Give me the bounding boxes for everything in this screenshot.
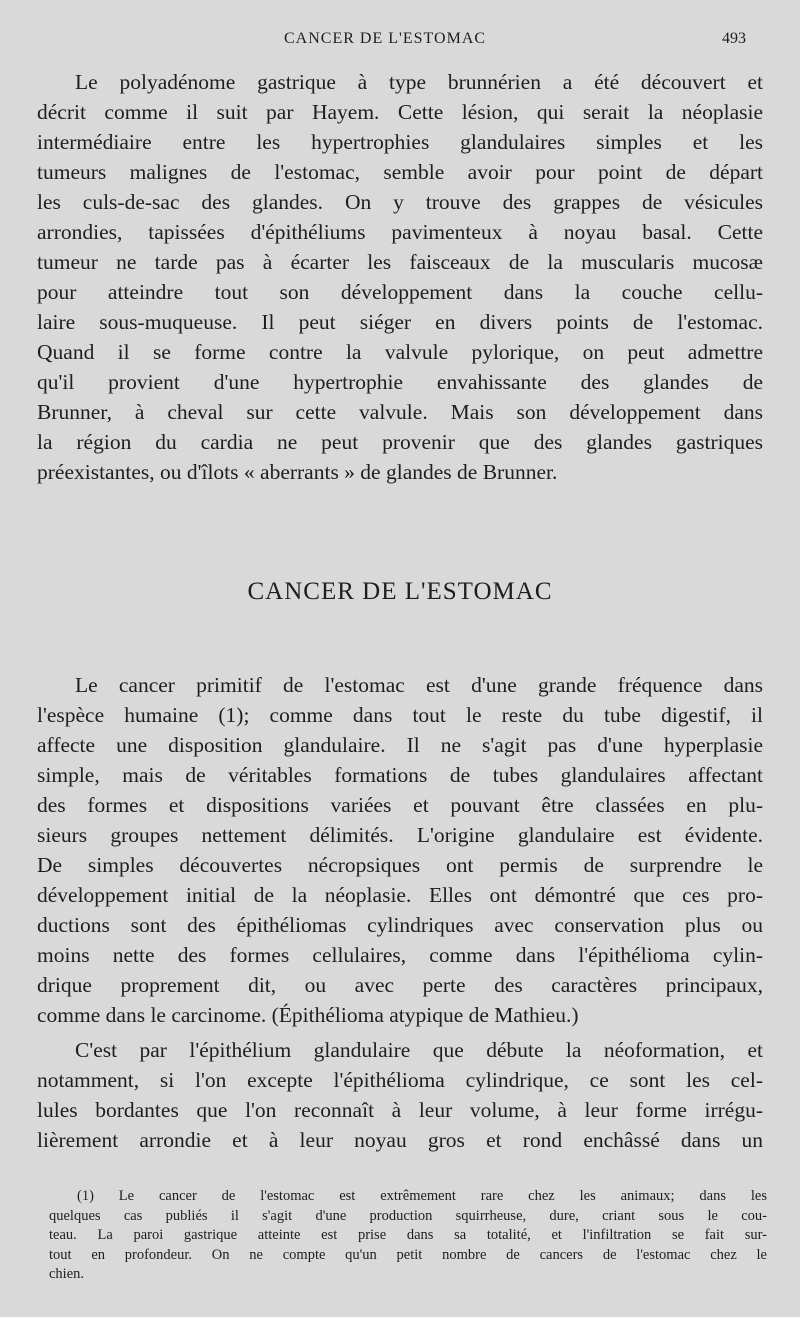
text-line: qu'il provient d'une hypertrophie envahissante des glandes de	[37, 370, 763, 394]
text-line: lules bordantes que l'on reconnaît à leur volume, à leur forme irrégu-	[37, 1098, 763, 1122]
text-line: tumeur ne tarde pas à écarter les faisceaux de la muscularis mucosæ	[37, 250, 763, 274]
running-header	[0, 30, 800, 54]
text-line: comme dans le carcinome. (Épithélioma atypique de Mathieu.)	[37, 1003, 579, 1027]
text-line: pour atteindre tout son développement dans la couche cellu-	[37, 280, 763, 304]
page-number: 493	[722, 30, 746, 47]
paragraph-cancer-primitif	[37, 670, 763, 1030]
footnote	[49, 1187, 767, 1285]
text-line: sieurs groupes nettement délimités. L'origine glandulaire est évidente.	[37, 823, 763, 847]
text-line: préexistantes, ou d'îlots « aberrants » de glandes de Brunner.	[37, 460, 558, 484]
section-heading: CANCER DE L'ESTOMAC	[247, 578, 553, 605]
text-line: l'espèce humaine (1); comme dans tout le reste du tube digestif, il	[37, 703, 763, 727]
text-line: Le polyadénome gastrique à type brunnérien a été découvert et	[75, 70, 763, 94]
text-line: tumeurs malignes de l'estomac, semble avoir pour point de départ	[37, 160, 763, 184]
text-line: drique proprement dit, ou avec perte des caractères principaux,	[37, 973, 763, 997]
footnote-line: chien.	[49, 1266, 85, 1282]
text-line: lièrement arrondie et à leur noyau gros et rond enchâssé dans un	[37, 1128, 763, 1152]
text-line: les culs-de-sac des glandes. On y trouve des grappes de vésicules	[37, 190, 763, 214]
footnote-line: (1) Le cancer de l'estomac est extrêmement rare chez les animaux; dans les	[77, 1188, 767, 1204]
footnote-line: tout en profondeur. On ne compte qu'un petit nombre de cancers de l'estomac chez le	[49, 1246, 767, 1263]
text-line: développement initial de la néoplasie. Elles ont démontré que ces pro-	[37, 883, 763, 907]
running-title: CANCER DE L'ESTOMAC	[284, 30, 487, 47]
text-line: notamment, si l'on excepte l'épithélioma cylindrique, ce sont les cel-	[37, 1068, 763, 1092]
paragraph-neoformation	[37, 1035, 763, 1155]
text-line: C'est par l'épithélium glandulaire que débute la néoformation, et	[75, 1038, 763, 1062]
text-line: des formes et dispositions variées et pouvant être classées en plu-	[37, 793, 763, 817]
text-line: moins nette des formes cellulaires, comme dans l'épithélioma cylin-	[37, 943, 763, 967]
text-line: Quand il se forme contre la valvule pylorique, on peut admettre	[37, 340, 763, 364]
footnote-line: teau. La paroi gastrique atteinte est prise dans sa totalité, et l'infiltration se fait sur-	[49, 1227, 767, 1243]
text-line: Le cancer primitif de l'estomac est d'une grande fréquence dans	[75, 673, 763, 697]
text-line: ductions sont des épithéliomas cylindriques avec conservation plus ou	[37, 913, 763, 937]
text-line: laire sous-muqueuse. Il peut siéger en divers points de l'estomac.	[37, 310, 763, 334]
footnote-line: quelques cas publiés il s'agit d'une production squirrheuse, dure, criant sous le cou-	[49, 1207, 767, 1224]
text-line: arrondies, tapissées d'épithéliums pavimenteux à noyau basal. Cette	[37, 220, 763, 244]
text-line: intermédiaire entre les hypertrophies glandulaires simples et les	[37, 130, 763, 154]
text-line: affecte une disposition glandulaire. Il ne s'agit pas d'une hyperplasie	[37, 733, 763, 757]
text-line: la région du cardia ne peut provenir que des glandes gastriques	[37, 430, 763, 454]
text-line: décrit comme il suit par Hayem. Cette lésion, qui serait la néoplasie	[37, 100, 763, 124]
text-line: Brunner, à cheval sur cette valvule. Mais son développement dans	[37, 400, 763, 424]
paragraph-polyadenome	[37, 67, 763, 487]
text-line: simple, mais de véritables formations de tubes glandulaires affectant	[37, 763, 763, 787]
text-line: De simples découvertes nécropsiques ont permis de surprendre le	[37, 853, 763, 877]
